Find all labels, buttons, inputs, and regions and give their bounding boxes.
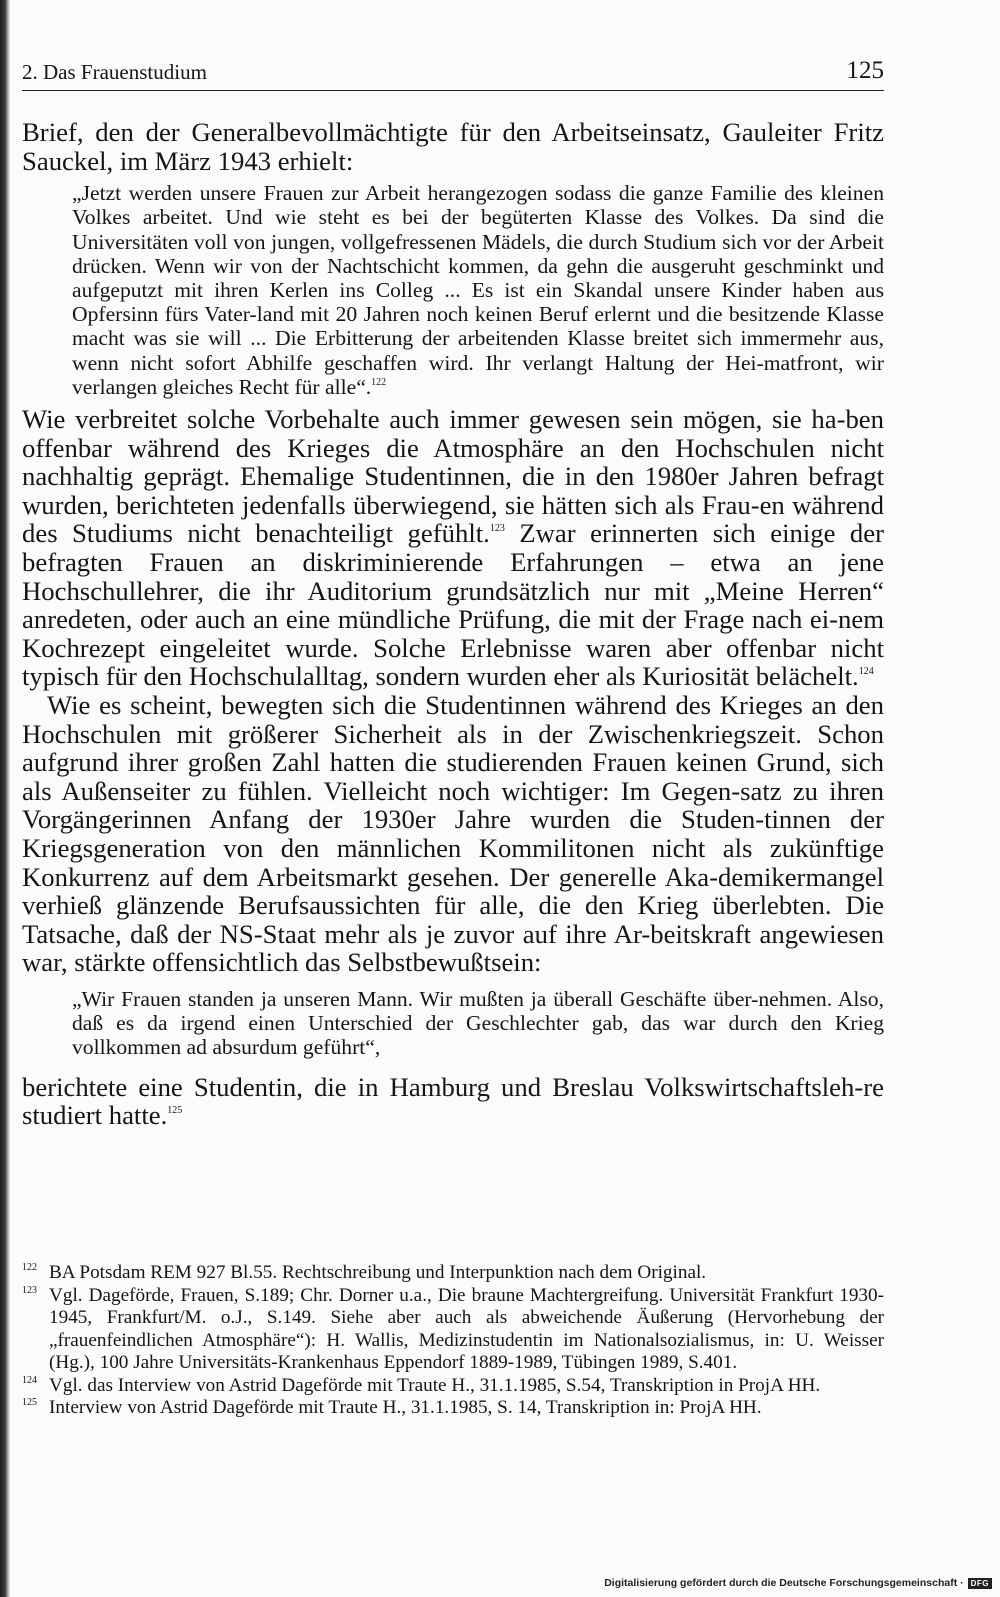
block-quote-2: „Wir Frauen standen ja unseren Mann. Wir mußten ja überall Geschäfte über-nehmen. Also, daß es da irgend einen Unterschied der Geschlechter gab, das war durch den Krieg vollkommen ad absurdum geführt“, [72,986,884,1060]
footnote-ref-124: 124 [858,666,874,678]
paragraph-4 [22,1073,884,1130]
footnote-item [22,1397,884,1420]
footnote-number: 123 [22,1284,37,1296]
block-quote-1-text: „Jetzt werden unsere Frauen zur Arbeit herangezogen sodass die ganze Familie des kleinen Volkes arbeitet. Und wie steht es bei der begüterten Klasse des Volkes. Da sind die Universitäten voll von jungen, vollgefressenen Mädels, die durch Studium sich vor der Arbeit drücken. Wenn wir von der Nachtschicht kommen, da gehn die ausgeruht geschminkt und aufgeputzt mit ihren Kerlen ins Colleg ... Es ist ein Skandal unsere Kinder haben aus Opfersinn fürs Vater-land mit 20 Jahren noch keinen Beruf erlernt und die besitzende Klasse macht was sie will ... Die Erbitterung der arbeitenden Klasse breitet sich immermehr aus, wenn nicht sofort Abhilfe geschaffen wird. Ihr verlangt Haltung der Hei-matfront, wir verlangen gleiches Recht für alle“. [72,181,884,399]
dfg-logo-icon: DFG [968,1578,992,1589]
paragraph-3: Wie es scheint, bewegten sich die Studentinnen während des Krieges an den Hochschulen mit größerer Sicherheit als in der Zwischenkriegszeit. Schon aufgrund ihrer großen Zahl hatten die studierenden Frauen keinen Grund, sich als Außenseiter zu fühlen. Vielleicht noch wichtiger: Im Gegen-satz zu ihren Vorgängerinnen Anfang der 1930er Jahre wurden die Studen-tinnen der Kriegsgeneration von den männlichen Kommilitonen nicht als zukünftige Konkurrenz auf dem Arbeitsmarkt gesehen. Der generelle Aka-demikermangel verhieß glänzende Berufsaussichten für alle, die den Krieg überlebten. Die Tatsache, daß der NS-Staat mehr als je zuvor auf ihre Ar-beitskraft angewiesen war, stärkte offensichtlich das Selbstbewußtsein: [22,689,884,978]
footnote-text: Vgl. Dageförde, Frauen, S.189; Chr. Dorner u.a., Die braune Machtergreifung. Universität Frankfurt 1930-1945, Frankfurt/M. o.J., S.149. Siehe aber auch als abweichende Äußerung (Hervorhebung der „frauenfeindlichen Atmosphäre“): H. Wallis, Medizinstudentin im Nationalsozialismus, in: U. Weisser (Hg.), 100 Jahre Universitäts-Krankenhaus Eppendorf 1889-1989, Tübingen 1989, S.401. [49,1284,884,1373]
footnotes [22,1262,884,1420]
footnote-number: 124 [22,1374,37,1386]
main-text [22,118,884,1130]
footnote-ref-123: 123 [489,523,505,535]
running-title: 2. Das Frauenstudium [22,60,207,84]
credit-text: Digitalisierung gefördert durch die Deutsche Forschungsgemeinschaft · [604,1577,964,1589]
footnote-text: Vgl. das Interview von Astrid Dageförde mit Traute H., 31.1.1985, S.54, Transkription in ProjA HH. [49,1374,821,1396]
scan-left-edge [0,0,10,1597]
paragraph-2 [22,405,884,691]
paragraph-2-part-b: Zwar erinnerten sich einige der befragten Frauen an diskriminierende Erfahrungen – etwa an jene Hochschullehrer, die ihr Auditorium grundsätzlich nur mit „Meine Herren“ anredeten, oder auch an eine mündliche Prüfung, die mit der Frage nach ei-nem Kochrezept eingeleitet wurde. Solche Erlebnisse waren aber offenbar nicht typisch für den Hochschulalltag, sondern wurden eher als Kuriosität belächelt. [22,518,884,692]
footnote-item [22,1262,884,1285]
paragraph-1: Brief, den der Generalbevollmächtigte für den Arbeitseinsatz, Gauleiter Fritz Sauckel, im März 1943 erhielt: [22,117,884,176]
footnote-item [22,1375,884,1398]
page-number: 125 [846,57,884,84]
footnote-number: 125 [22,1397,37,1408]
footnote-number: 122 [22,1262,37,1273]
footnote-ref-122: 122 [371,376,387,388]
footnote-ref-125: 125 [167,1105,183,1117]
paragraph-4-text: berichtete eine Studentin, die in Hamburg und Breslau Volkswirtschaftsleh-re studiert hatte. [22,1071,884,1131]
footnote-text: Interview von Astrid Dageförde mit Traute H., 31.1.1985, S. 14, Transkription in: ProjA HH. [49,1397,762,1418]
block-quote-1 [72,181,884,399]
footnote-item [22,1285,884,1375]
running-head [22,52,884,91]
digitization-credit [604,1577,992,1589]
paragraph-2-part-a: Wie verbreitet solche Vorbehalte auch immer gewesen sein mögen, sie ha-ben offenbar während des Krieges die Atmosphäre an den Hochschulen nicht nachhaltig geprägt. Ehemalige Studentinnen, die in den 1980er Jahren befragt wurden, berichteten jedenfalls überwiegend, sie hätten sich als Frau-en während des Studiums nicht benachteiligt gefühlt. [22,404,884,549]
footnote-text: BA Potsdam REM 927 Bl.55. Rechtschreibung und Interpunktion nach dem Original. [49,1262,707,1283]
